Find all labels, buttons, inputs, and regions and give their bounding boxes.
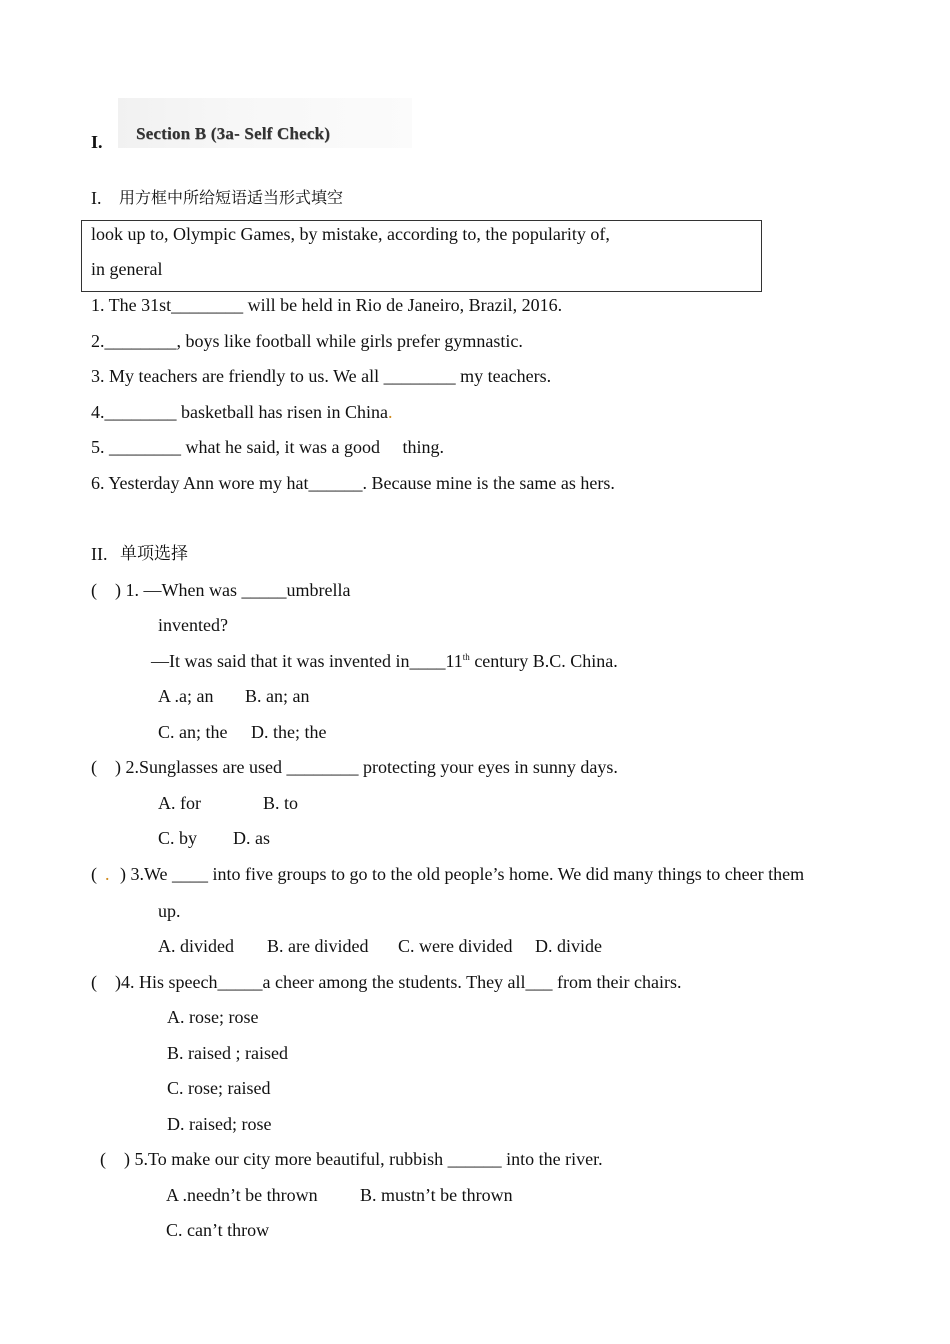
part1-heading-number: I. (91, 188, 102, 208)
q2-option-c: C. by (158, 828, 198, 848)
q2-option-b: B. to (263, 793, 299, 813)
q3-option-c: C. were divided (398, 936, 513, 956)
q4-option-a: A. rose; rose (167, 1007, 259, 1027)
fill-item-6: 6. Yesterday Ann wore my hat______. Because mine is the same as hers. (91, 473, 615, 493)
q4-stem: ( )4. His speech_____a cheer among the students. They all___ from their chairs. (91, 972, 682, 992)
q2-option-d: D. as (233, 828, 270, 848)
fill-item-4 (91, 401, 392, 423)
fill-item-2: 2.________, boys like football while girls prefer gymnastic. (91, 331, 523, 351)
q3-option-d: D. divide (535, 936, 602, 956)
fill-item-4-period: . (387, 402, 393, 422)
q4-option-c: C. rose; raised (167, 1078, 271, 1098)
fill-item-3: 3. My teachers are friendly to us. We all ________ my teachers. (91, 366, 552, 386)
q2-option-a: A. for (158, 793, 201, 813)
q5-option-a: A .needn’t be thrown (166, 1185, 318, 1205)
q3-stem-continued: up. (158, 901, 181, 921)
part2-heading-number: II. (91, 544, 108, 564)
q3-stem-open-paren: ( (91, 864, 97, 884)
q5-stem: ( ) 5.To make our city more beautiful, rubbish ______ into the river. (100, 1149, 603, 1169)
fill-item-5: 5. ________ what he said, it was a good thing. (91, 437, 444, 457)
fill-item-4-text: 4.________ basketball has risen in China (91, 402, 388, 422)
q1-option-d: D. the; the (251, 722, 327, 742)
q1-reply-superscript: th (462, 652, 470, 662)
q5-option-b: B. mustn’t be thrown (360, 1185, 513, 1205)
part2-heading-instruction: 单项选择 (120, 544, 188, 564)
q1-stem: ( ) 1. —When was _____umbrella (91, 580, 351, 600)
section-roman-numeral: I. (91, 132, 103, 152)
q3-option-a: A. divided (158, 936, 234, 956)
q1-reply-text: —It was said that it was invented in____11 (151, 651, 463, 671)
part1-heading-instruction: 用方框中所给短语适当形式填空 (119, 188, 344, 207)
q1-reply-text-end: century B.C. China. (469, 651, 618, 671)
q3-stem-mark: . (105, 864, 110, 884)
q4-option-b: B. raised ; raised (167, 1043, 288, 1063)
q3-stem: ) 3.We ____ into five groups to go to the old people’s home. We did many things to cheer them (120, 864, 805, 884)
phrase-box-line-2: in general (91, 259, 163, 279)
q1-option-c: C. an; the (158, 722, 228, 742)
q1-option-a: A .a; an (158, 686, 214, 706)
q2-stem: ( ) 2.Sunglasses are used ________ protecting your eyes in sunny days. (91, 757, 618, 777)
q1-reply (151, 650, 618, 672)
fill-item-1: 1. The 31st________ will be held in Rio de Janeiro, Brazil, 2016. (91, 295, 563, 315)
q5-option-c: C. can’t throw (166, 1220, 270, 1240)
q3-option-b: B. are divided (267, 936, 369, 956)
q1-option-b: B. an; an (245, 686, 310, 706)
q4-option-d: D. raised; rose (167, 1114, 272, 1134)
phrase-box-line-1: look up to, Olympic Games, by mistake, according to, the popularity of, (91, 224, 610, 244)
section-title: Section B (3a- Self Check) (136, 124, 331, 143)
q1-stem-continued: invented? (158, 615, 228, 635)
